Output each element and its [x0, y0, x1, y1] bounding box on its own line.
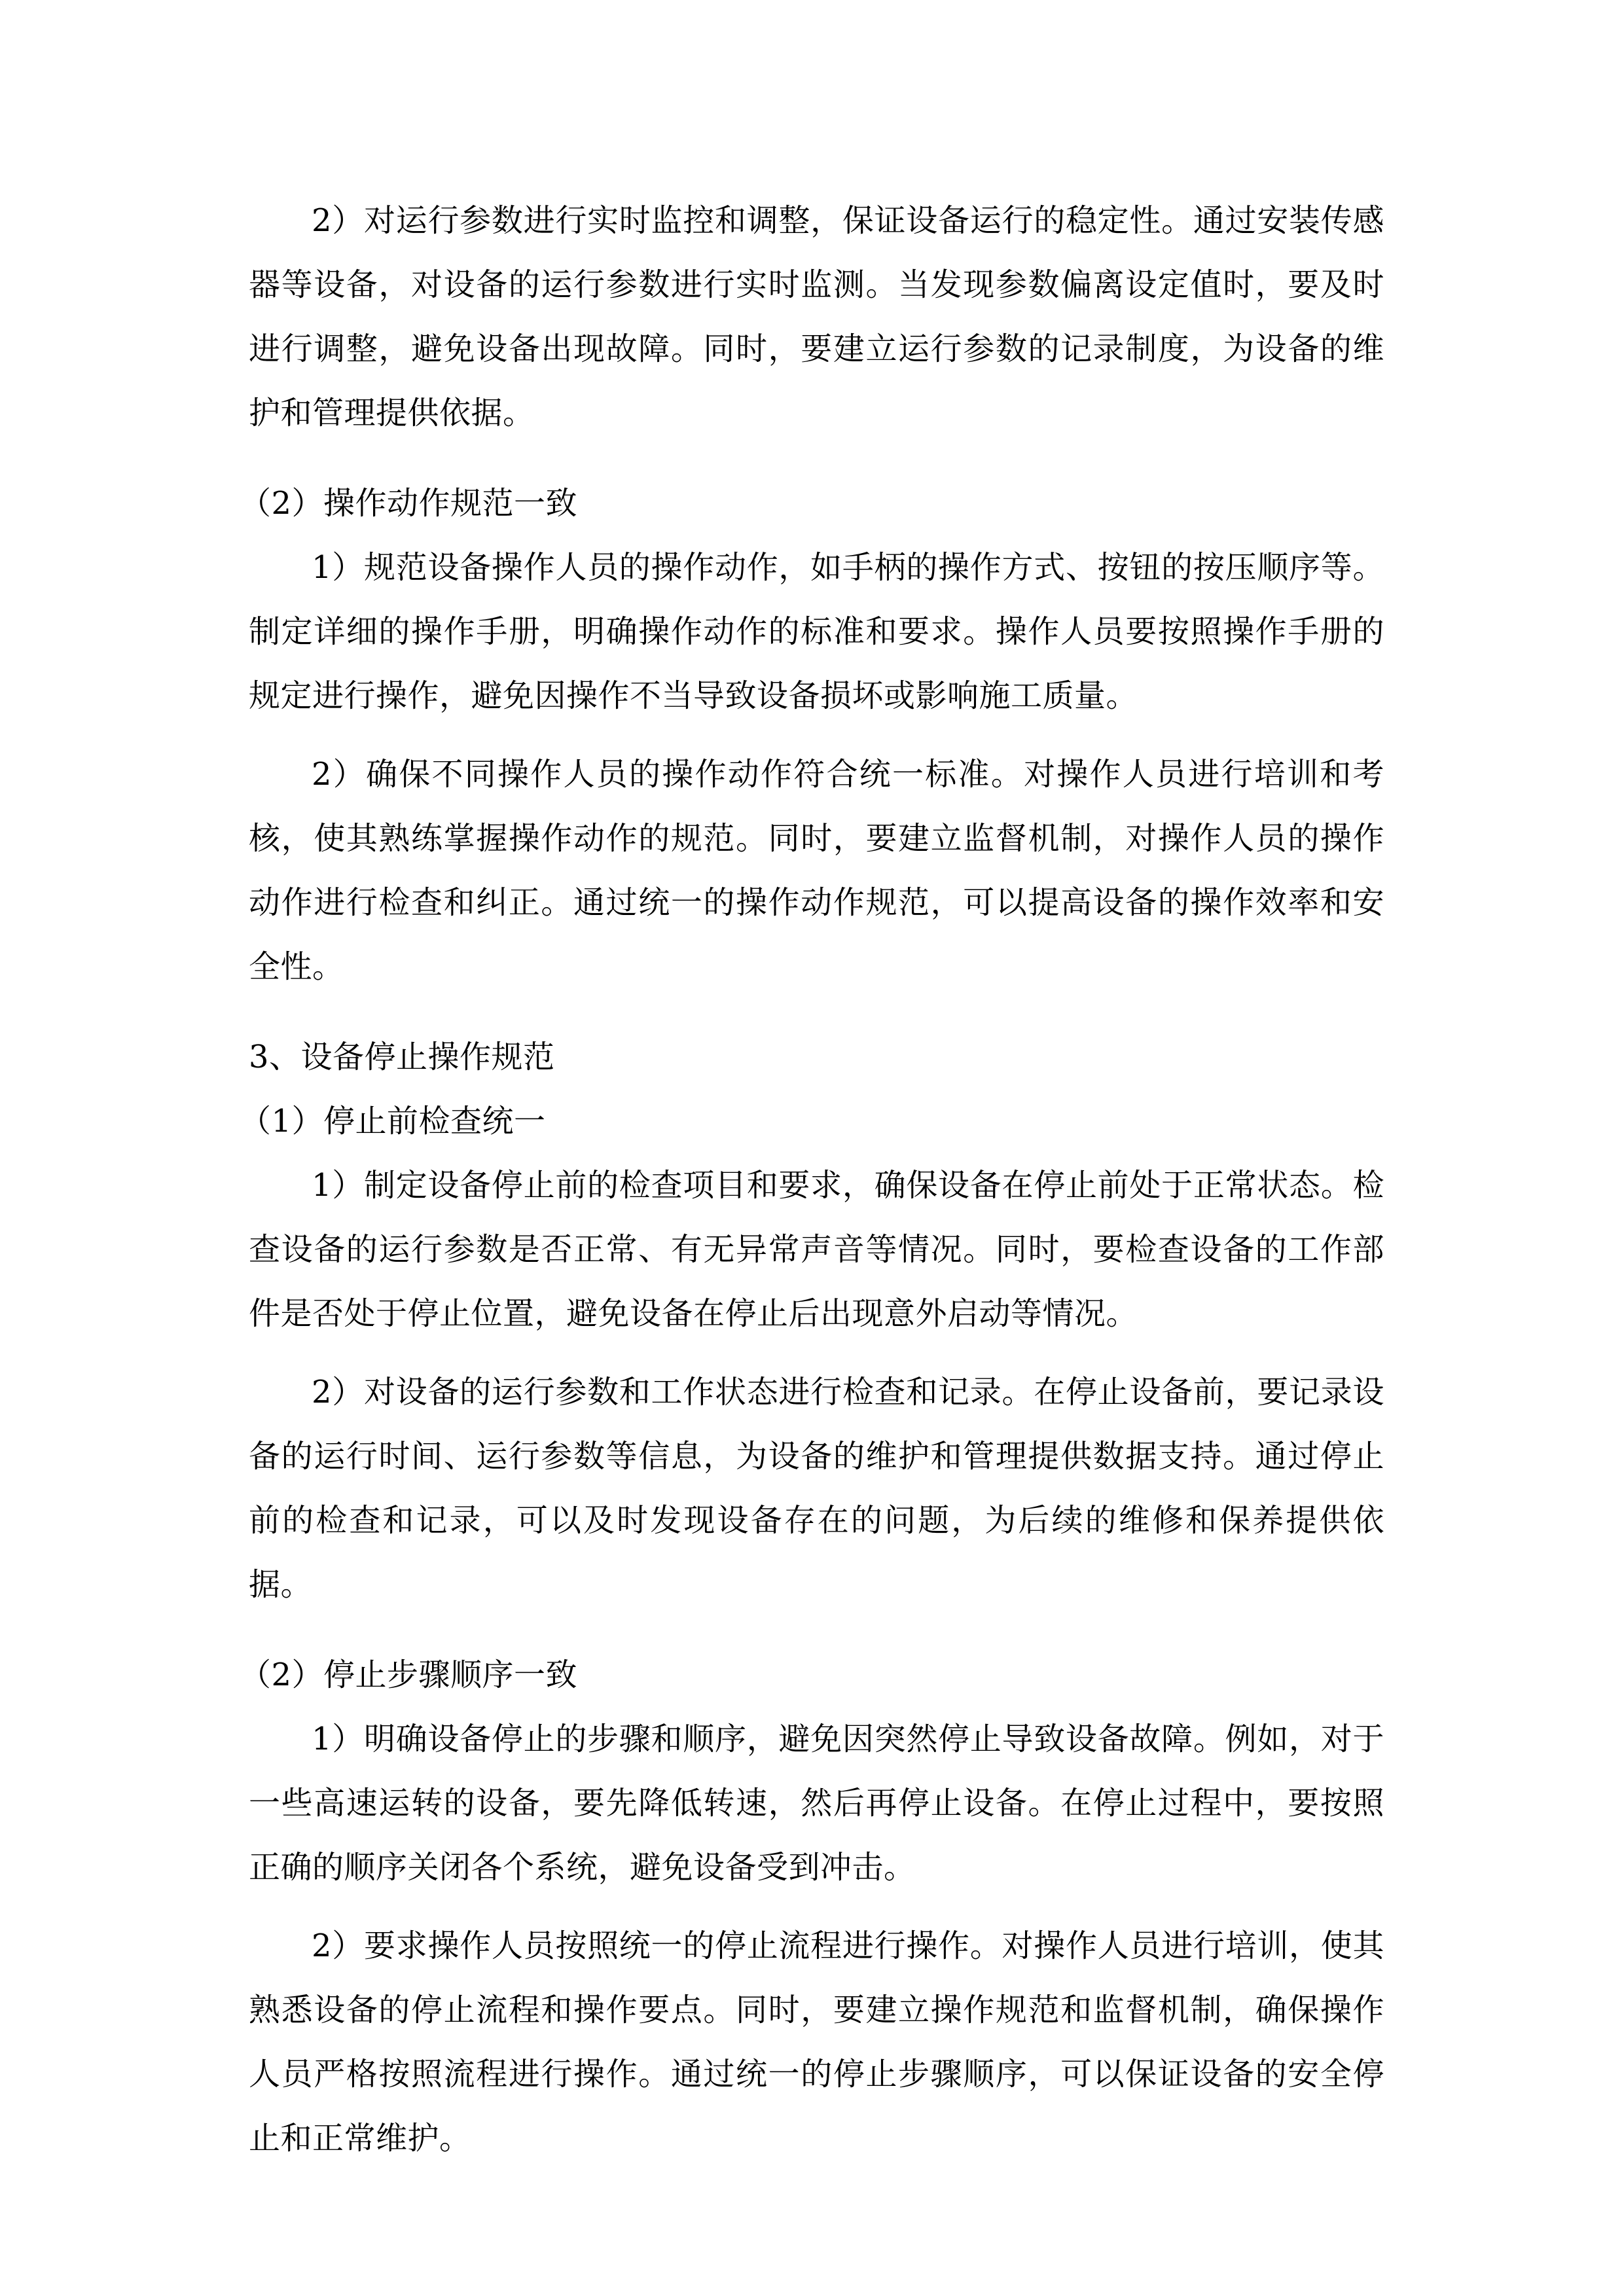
paragraph-stop-sequence-1: 1）明确设备停止的步骤和顺序，避免因突然停止导致设备故障。例如，对于一些高速运转的设备，要先降低转速，然后再停止设备。在停止过程中，要按照正确的顺序关闭各个系统，避免设备受到冲击。: [249, 1721, 1384, 1886]
subheading-pre-stop-check: （1）停止前检查统一: [240, 1103, 546, 1139]
document-page: [240, 188, 1384, 2170]
subheading-operation-actions: （2）操作动作规范一致: [240, 485, 578, 522]
paragraph-runtime-parameters: 2）对运行参数进行实时监控和调整，保证设备运行的稳定性。通过安装传感器等设备，对设备的运行参数进行实时监测。当发现参数偏离设定值时，要及时进行调整，避免设备出现故障。同时，要建立运行参数的记录制度，为设备的维护和管理提供依据。: [249, 202, 1384, 431]
heading-stop-operation: 3、设备停止操作规范: [249, 1039, 555, 1075]
paragraph-pre-stop-check-2: 2）对设备的运行参数和工作状态进行检查和记录。在停止设备前，要记录设备的运行时间、运行参数等信息，为设备的维护和管理提供数据支持。通过停止前的检查和记录，可以及时发现设备存在的问题，为后续的维修和保养提供依据。: [249, 1374, 1384, 1603]
paragraph-operation-actions-1: 1）规范设备操作人员的操作动作，如手柄的操作方式、按钮的按压顺序等。制定详细的操作手册，明确操作动作的标准和要求。操作人员要按照操作手册的规定进行操作，避免因操作不当导致设备损坏或影响施工质量。: [249, 549, 1384, 714]
subheading-stop-sequence: （2）停止步骤顺序一致: [240, 1657, 578, 1693]
paragraph-pre-stop-check-1: 1）制定设备停止前的检查项目和要求，确保设备在停止前处于正常状态。检查设备的运行参数是否正常、有无异常声音等情况。同时，要检查设备的工作部件是否处于停止位置，避免设备在停止后出现意外启动等情况。: [249, 1167, 1384, 1332]
paragraph-stop-sequence-2: 2）要求操作人员按照统一的停止流程进行操作。对操作人员进行培训，使其熟悉设备的停止流程和操作要点。同时，要建立操作规范和监督机制，确保操作人员严格按照流程进行操作。通过统一的停止步骤顺序，可以保证设备的安全停止和正常维护。: [249, 1928, 1384, 2157]
paragraph-operation-actions-2: 2）确保不同操作人员的操作动作符合统一标准。对操作人员进行培训和考核，使其熟练掌握操作动作的规范。同时，要建立监督机制，对操作人员的操作动作进行检查和纠正。通过统一的操作动作规范，可以提高设备的操作效率和安全性。: [249, 756, 1384, 985]
